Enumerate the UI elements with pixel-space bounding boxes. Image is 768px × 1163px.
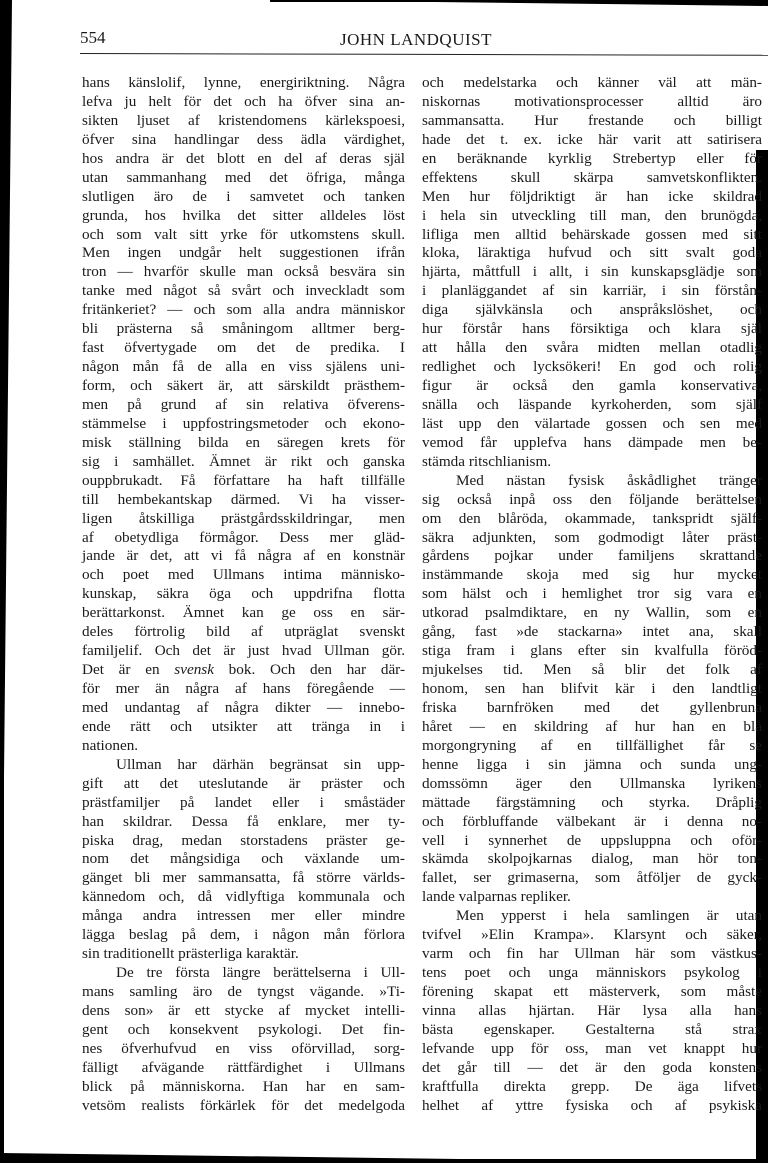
text-line: det går till — det är den goda konstens [422,1058,762,1076]
text-line: lefvande upp för oss, man vet knappt hur [422,1039,762,1057]
text-line: gift att det uteslutande är präster och [82,774,405,792]
text-fragment: Det är en [82,661,175,679]
text-line: kunskap, säkra öga och uppdrifna flotta [82,585,405,603]
text-line: redlighet och lycksökeri! En god och rolig [422,358,762,376]
text-line: hur förstår hans försiktiga och klara själ [422,320,762,338]
text-line: varm och fin har Ullman här som västkus- [422,945,762,963]
text-line: grunda, hos hvilka det sitter alldeles löst [82,206,405,224]
text-line: hos andra är det blott en del af deras själ [82,149,405,167]
text-line: vell i synnerhet de uppsluppna och oför- [422,831,762,849]
text-line: Ullman har därhän begränsat sin upp- [116,755,405,773]
text-line: någon mån få de alla en viss själens uni- [82,358,405,376]
text-line: i hela sin utveckling till man, den brunögda, [422,206,762,224]
text-line: mans samling äro de tyngst vägande. »Ti- [82,983,405,1000]
text-line: effektens skull skärpa samvetskonflikten. [422,168,762,186]
text-line: henne ligga i sin jämna och sunda ung- [422,755,762,773]
text-fragment: bok. Och den har där- [213,661,405,679]
text-line: af obetydliga förmågor. Dess mer gläd- [82,528,405,546]
text-line: han skildrar. Dessa få enklare, mer ty- [82,812,405,830]
text-line: slutligen äro de i samvetet och tanken [82,187,405,205]
text-line: niskornas motivationsprocesser alltid äro [422,92,762,110]
text-line: stiga fram i glans efter sin kvalfulla föröd- [422,642,762,660]
text-line: sikten ljuset af kristendomens kärlekspoesi, [82,111,405,129]
text-line: lefva ju helt för det och ha öfver sina an- [82,92,405,110]
text-line: stämmelse i uppfostringsmetoder och ekono- [82,414,405,432]
text-line: stämda ritschlianism. [422,452,552,470]
text-line: gänget bli mer sammansatta, få större världs- [82,869,405,887]
text-line: lifliga men alltid behärskade gossen med sitt [422,225,762,243]
text-line: som hälst och i hemlighet tror sig vara en [422,585,762,603]
text-line: fälligt afvägande rättfärdighet i Ullmans [82,1058,405,1076]
text-line: fast öfvertygade om det de predika. I [82,339,405,357]
page-number: 554 [80,28,106,47]
text-line: blick på människorna. Han har en sam- [82,1077,405,1095]
text-line: hjärta, måttfull i allt, i sin kunskapsglädje som [422,263,762,281]
text-line: mjukelses tid. Men så blir det folk af [422,661,762,679]
text-line: fritänkeriet? — och som alla andra människor [82,301,405,319]
text-line: en beräknande kyrklig Strebertyp eller för [422,149,762,167]
text-line: men på grund af sin relativa öfverens- [82,395,405,413]
text-line: öfver sina handlingar dess ädla värdighet, [82,130,405,148]
text-line: utkorad psalmdiktare, en ny Wallin, som en [422,604,762,622]
text-line: dens son» är ett stycke af mycket intelli- [82,1001,405,1019]
text-line: kloka, läraktiga hufvud och sitt svalt goda [422,244,762,262]
text-line: figur är också den gamla konservativa, [422,377,762,394]
text-line: bli prästerna så småningom alltmer berg- [82,320,405,338]
text-line: bästa egenskaper. Gestalterna stå strax [422,1020,762,1038]
text-line: tron — hvarför skulle man också besvära sin [82,263,405,281]
text-line: vinna allas hjärtan. Här lysa alla hans [422,1001,762,1019]
text-line: De tre första längre berättelserna i Ull- [116,964,405,982]
running-title: JOHN LANDQUIST [340,30,492,49]
text-line: sammansatta. Hur frestande och billigt [422,111,762,129]
text-line: vetsöm realists förkärlek för det medelgoda [82,1096,405,1114]
text-line [82,661,405,680]
scan-border-top-shadow [270,0,768,6]
text-line: sig också inpå oss den följande berättelsen [422,490,762,508]
text-line: fallet, ser grimaserna, som åtföljer de gyck- [422,869,762,887]
text-line: berättarkonst. Ämnet kan ge oss en sär- [82,604,405,622]
text-line: och som valt sitt yrke för utkomstens skull. [82,225,405,243]
text-line: lägga beslag på dem, i någon mån förlora [82,926,405,944]
text-line: gårdens pojkar under familjens skrattande [422,547,762,565]
text-line: nom det mångsidiga och växlande um- [82,850,405,868]
text-line: och medelstarka och känner väl att män- [422,74,762,91]
text-line: om den blåröda, okammade, tankspridt själf- [422,509,762,527]
text-line: utan sammanhang med det öfriga, många [82,168,405,186]
text-line: Men ingen undgår helt suggestionen ifrån [82,244,405,262]
text-line: helhet af yttre fysiska och af psykiska [422,1096,762,1114]
text-line: familjelif. Och det är just hvad Ullman gör. [82,642,405,660]
text-line: i planläggandet af sin karriär, i sin förstån- [422,282,762,300]
text-line: friska barnfröken med det gyllenbruna [422,698,762,716]
header-rule [80,53,768,56]
text-line: morgongryning af en tillfällighet får se [422,736,762,754]
text-line: Med nästan fysisk åskådlighet tränger [456,471,762,489]
text-line: sig i samhället. Ämnet är rikt och ganska [82,452,405,470]
text-line: många andra intressen mer eller mindre [82,907,405,925]
text-line: honom, sen han blifvit kär i den landtligt [422,680,762,697]
text-line: domssömn äger den Ullmanska lyrikens [422,774,762,792]
text-line: kännedom och, då vidlyftiga kommunala och [82,888,405,906]
text-column-right [422,74,762,1116]
text-line: skämda skolpojkarnas dialog, man hör ton- [422,850,762,868]
text-column-left [82,74,405,1116]
text-line: lande valparnas repliker. [422,888,571,906]
text-line: snälla och läspande kyrkoherden, som själf [422,395,762,413]
scan-border-left-shadow [0,0,12,1163]
text-line: hans känslolif, lynne, energiriktning. Några [82,74,405,91]
text-line: jande är det, att vi få några af en konstnär [82,547,405,565]
text-line: för mer än några af hans föregående — [82,680,405,697]
text-line: att hålla den svåra midten mellan otadlig [422,339,762,357]
text-line: håret — en skildring af hur han en blå [422,717,762,735]
text-line: instämmande skoja med sig hur mycket [422,566,762,584]
text-line: tanke med något så svårt och inveckladt som [82,282,405,300]
text-line: mättade färgstämning och styrka. Dråplig [422,793,762,811]
text-line: ouppbrukadt. Få författare ha haft tillfälle [82,471,405,489]
scan-border-bottom-shadow [0,1153,768,1163]
text-line: Men hur följdriktigt är han icke skildrad [422,187,762,205]
text-line: och poet med Ullmans intima människo- [82,566,405,584]
text-line: nes öfverhufvud en viss oförvillad, sorg- [82,1039,405,1057]
text-line: säkra adjunkten, som godmodigt låter präst- [422,528,762,546]
text-line: Men ypperst i hela samlingen är utan [456,907,762,925]
text-line: till hembekantskap därmed. Vi ha visser- [82,490,405,508]
text-line: diga självkänsla och anspråkslöshet, och [422,301,762,319]
page-header [80,28,768,50]
text-line: ende rätt och utsikter att tränga in i [82,717,405,735]
text-line: gång, fast »de stackarna» intet ana, skall [422,623,762,641]
text-line: prästfamiljer på landet eller i småstäder [82,793,405,811]
text-line: och förbluffande välbekant är i denna no- [422,812,762,830]
text-line: tvifvel »Elin Krampa». Klarsynt och säker, [422,926,762,944]
text-line: hade det t. ex. icke här varit att satirisera [422,130,762,148]
text-line: nationen. [82,736,139,754]
text-line: förening skapat ett mästerverk, som måste [422,983,762,1000]
text-line: sin traditionellt prästerliga karaktär. [82,945,299,963]
text-line: läst upp den välartade gossen och sen med [422,414,762,432]
text-line: med undantag af några dikter — innebo- [82,698,405,716]
text-line: piska drag, medan storstadens präster ge- [82,831,405,849]
text-line: vemod får upplefva hans dämpade men be- [422,433,762,451]
text-line: form, och säkert är, att särskildt prästhem- [82,377,405,394]
text-line: tens poet och unga människors psykolog i [422,964,762,982]
text-line: deles förtrolig bild af utpräglat svenskt [82,623,405,641]
text-line: gent och konsekvent psykologi. Det fin- [82,1020,405,1038]
text-line: kraftfulla direkta grepp. De äga lifvets [422,1077,762,1095]
text-line: ligen åtskilliga prästgårdsskildringar, men [82,509,405,527]
text-line: misk ställning bilda en säregen krets för [82,433,405,451]
italic-emphasis: svensk [174,661,214,679]
